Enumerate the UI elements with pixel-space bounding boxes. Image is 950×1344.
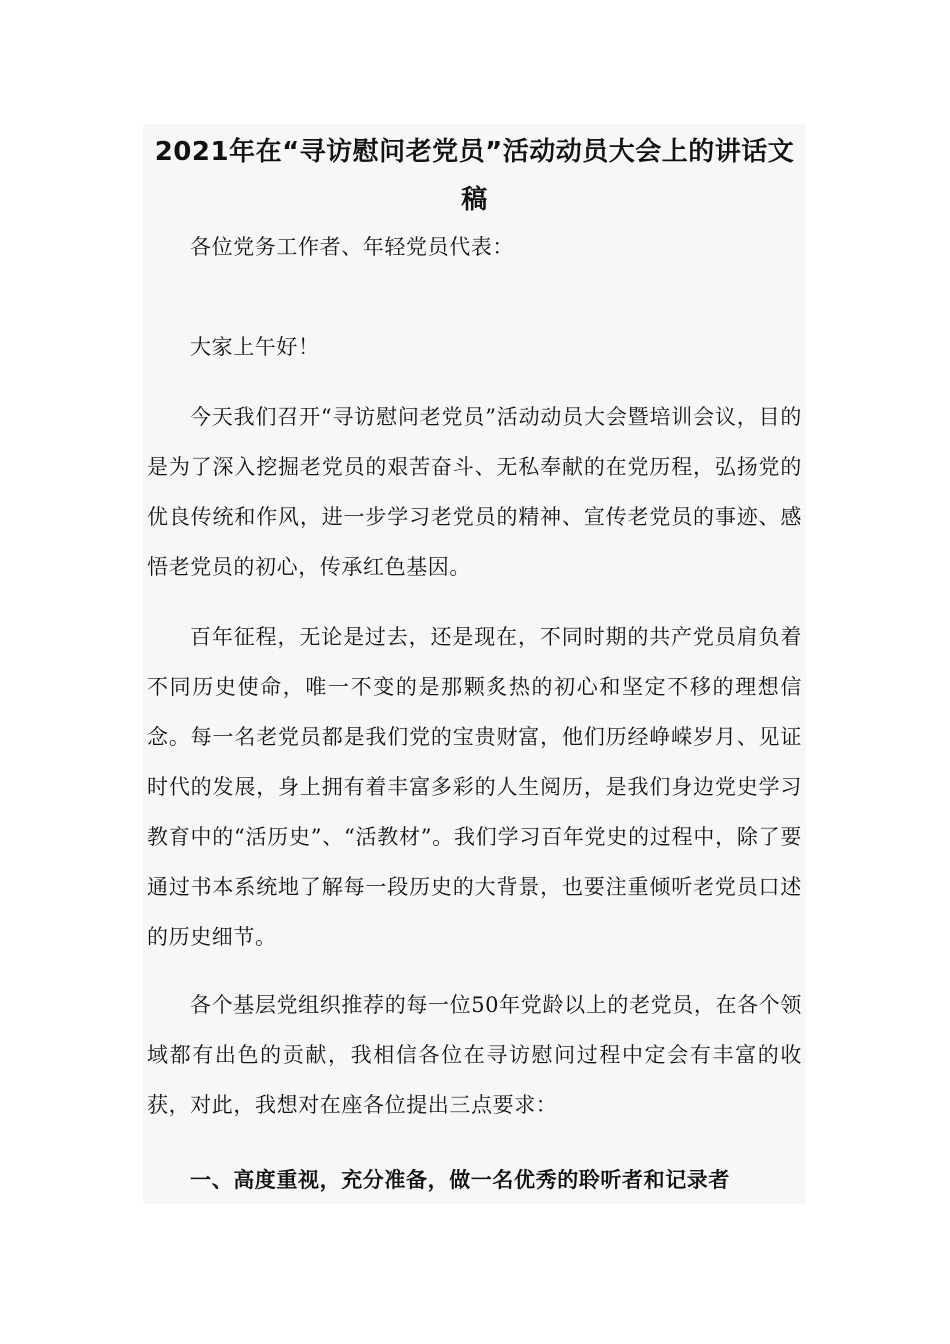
section-heading-1: 一、高度重视，充分准备，做一名优秀的聆听者和记录者: [190, 1168, 730, 1192]
document-title: 2021年在“寻访慰问老党员”活动动员大会上的讲话文稿: [154, 137, 795, 215]
greeting: 大家上午好！: [190, 335, 320, 359]
body-paragraph-requirements: 各个基层党组织推荐的每一位50年党龄以上的老党员，在各个领域都有出色的贡献，我相信各位在寻访慰问过程中定会有丰富的收获，对此，我想对在座各位提出三点要求：: [147, 993, 802, 1117]
salutation: 各位党务工作者、年轻党员代表：: [190, 235, 514, 259]
body-paragraph-history: 百年征程，无论是过去，还是现在，不同时期的共产党员肩负着不同历史使命，唯一不变的是那颗炙热的初心和坚定不移的理想信念。每一名老党员都是我们党的宝贵财富，他们历经峥嵘岁月、见证时代的发展，身上拥有着丰富多彩的人生阅历，是我们身边党史学习教育中的“活历史”、“活教材”。我们学习百年党史的过程中，除了要通过书本系统地了解每一段历史的大背景，也要注重倾听老党员口述的历史细节。: [147, 625, 802, 949]
body-paragraph-purpose: 今天我们召开“寻访慰问老党员”活动动员大会暨培训会议，目的是为了深入挖掘老党员的艰苦奋斗、无私奉献的在党历程，弘扬党的优良传统和作风，进一步学习老党员的精神、宣传老党员的事迹、感悟老党员的初心，传承红色基因。: [147, 405, 802, 579]
